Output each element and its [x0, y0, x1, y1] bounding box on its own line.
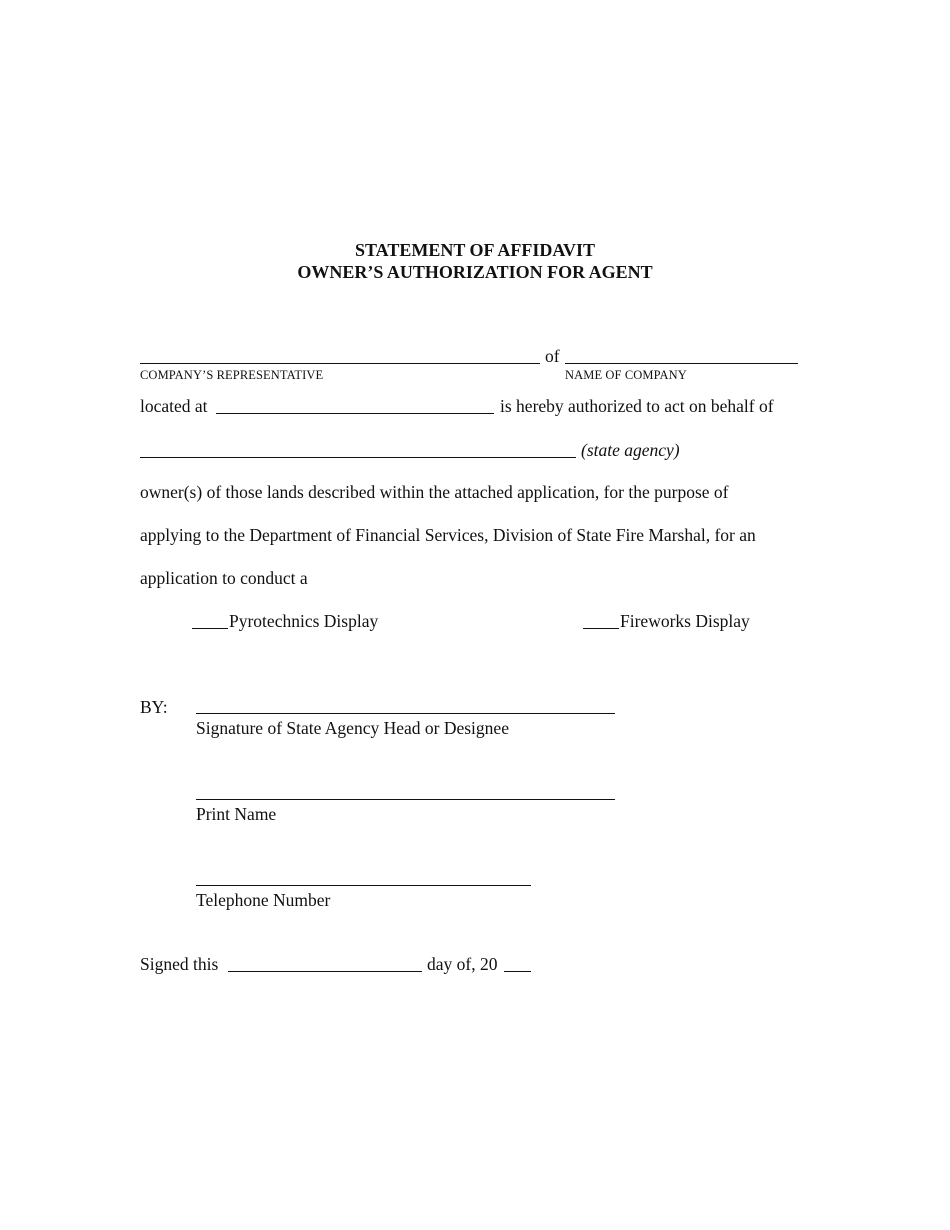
signature-label: Signature of State Agency Head or Designee	[196, 718, 509, 738]
company-name-field[interactable]	[565, 363, 798, 364]
of-word: of	[545, 346, 560, 366]
pyrotechnics-check-field[interactable]	[192, 628, 228, 629]
signed-day-field[interactable]	[228, 971, 422, 972]
document-subtitle: OWNER’S AUTHORIZATION FOR AGENT	[297, 262, 653, 282]
authorized-text: is hereby authorized to act on behalf of	[500, 396, 774, 416]
signature-field[interactable]	[196, 713, 615, 714]
print-name-label: Print Name	[196, 804, 277, 824]
paragraph-line-1: owner(s) of those lands described within the attached application, for the purpose of	[140, 482, 729, 502]
state-agency-field[interactable]	[140, 457, 576, 458]
company-representative-label: COMPANY’S REPRESENTATIVE	[140, 368, 324, 382]
telephone-field[interactable]	[196, 885, 531, 886]
paragraph-line-2: applying to the Department of Financial Services, Division of State Fire Marshal, for an	[140, 525, 756, 545]
paragraph-line-3: application to conduct a	[140, 568, 308, 588]
day-of-label: day of, 20	[427, 954, 498, 974]
location-field[interactable]	[216, 413, 494, 414]
document-title: STATEMENT OF AFFIDAVIT	[354, 240, 596, 260]
pyrotechnics-display-option: Pyrotechnics Display	[229, 611, 379, 631]
company-name-label: NAME OF COMPANY	[565, 368, 687, 382]
print-name-field[interactable]	[196, 799, 615, 800]
telephone-label: Telephone Number	[196, 890, 331, 910]
fireworks-display-option: Fireworks Display	[620, 611, 750, 631]
state-agency-label: (state agency)	[581, 440, 680, 460]
company-representative-field[interactable]	[140, 363, 540, 364]
fireworks-check-field[interactable]	[583, 628, 619, 629]
signed-this-label: Signed this	[140, 954, 219, 974]
signed-year-field[interactable]	[504, 971, 531, 972]
located-at-label: located at	[140, 396, 208, 416]
by-label: BY:	[140, 697, 168, 717]
